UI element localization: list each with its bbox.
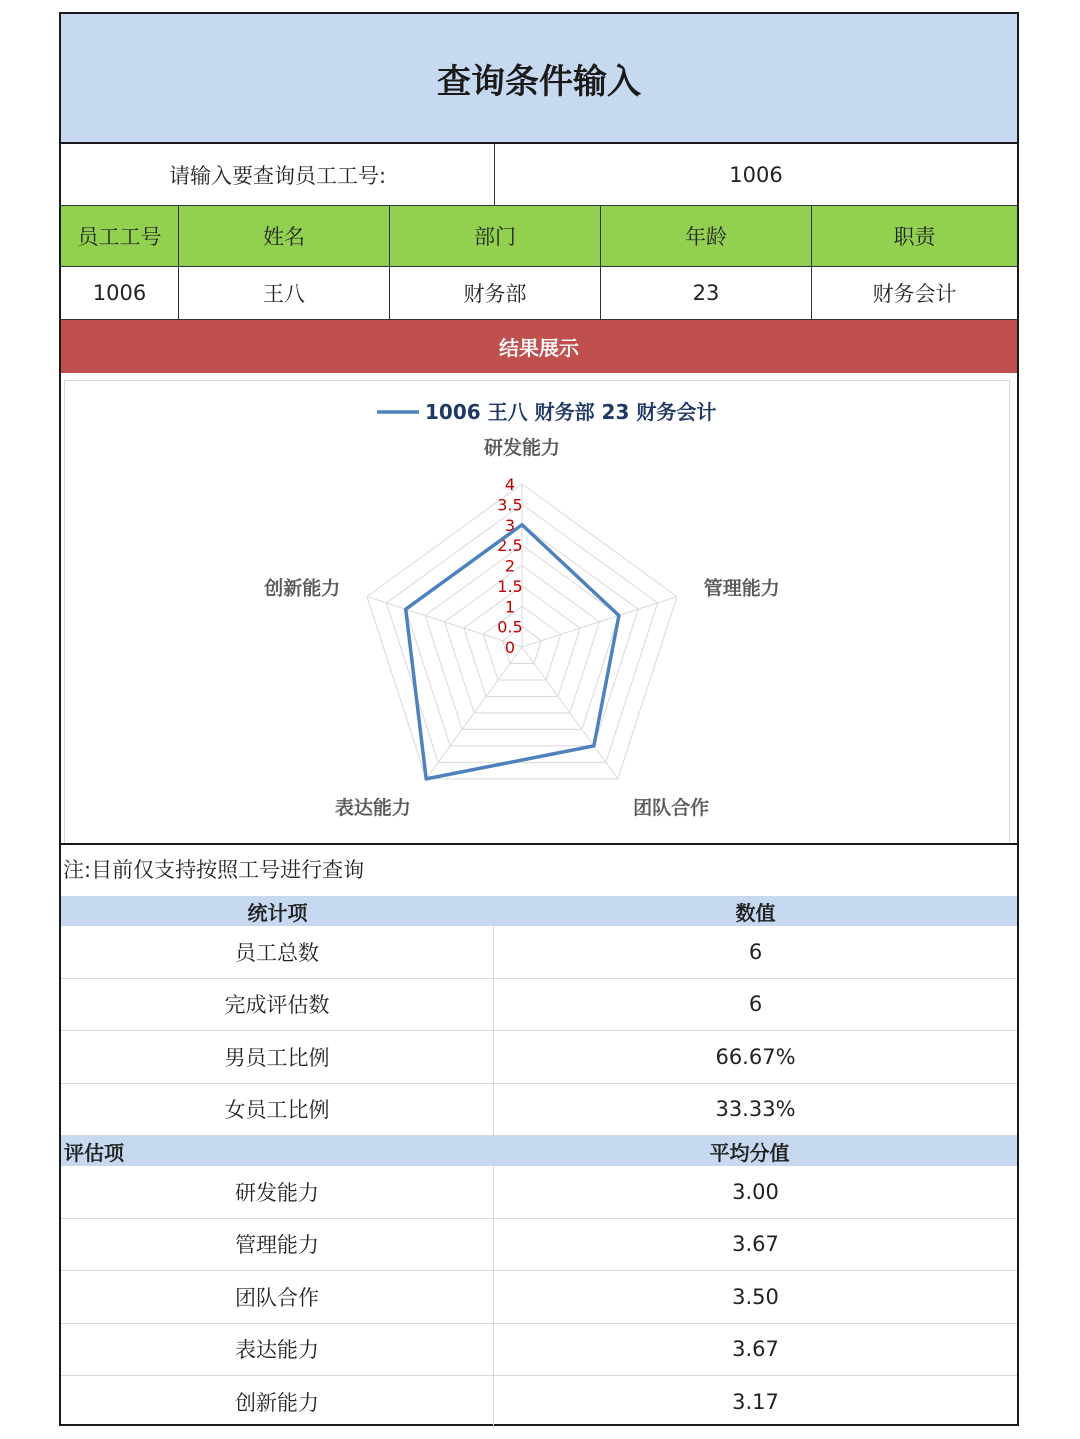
table-row bbox=[61, 1271, 1017, 1324]
eval-header-value: 平均分值 bbox=[709, 1140, 790, 1165]
employee-table-header bbox=[61, 206, 1017, 267]
stats-item: 女员工比例 bbox=[61, 1084, 494, 1136]
cell-age: 23 bbox=[601, 267, 812, 319]
stats-item: 男员工比例 bbox=[61, 1031, 494, 1083]
table-row bbox=[61, 1166, 1017, 1219]
result-banner: 结果展示 bbox=[61, 320, 1017, 373]
header-department: 部门 bbox=[390, 206, 601, 266]
radar-point bbox=[404, 608, 407, 611]
radar-axis-label: 管理能力 bbox=[703, 577, 780, 600]
radar-spoke bbox=[522, 597, 677, 647]
stats-item: 完成评估数 bbox=[61, 979, 494, 1031]
stats-value: 6 bbox=[748, 992, 763, 1017]
table-row bbox=[61, 979, 1017, 1032]
cell-department: 财务部 bbox=[390, 267, 601, 319]
header-employee-id: 员工工号 bbox=[61, 206, 179, 266]
radar-axis-label: 团队合作 bbox=[633, 796, 710, 819]
employee-table-row bbox=[61, 267, 1017, 320]
radar-tick-label: 2.5 bbox=[497, 536, 523, 556]
table-row bbox=[61, 1324, 1017, 1377]
header-name: 姓名 bbox=[179, 206, 390, 266]
radar-tick-label: 3.5 bbox=[497, 495, 523, 515]
eval-item: 创新能力 bbox=[61, 1376, 494, 1429]
header-age: 年龄 bbox=[601, 206, 812, 266]
eval-value: 3.67 bbox=[732, 1337, 779, 1362]
radar-point bbox=[425, 777, 428, 780]
table-row bbox=[61, 926, 1017, 979]
eval-value: 3.17 bbox=[732, 1390, 779, 1415]
eval-item: 团队合作 bbox=[61, 1271, 494, 1323]
stats-value: 6 bbox=[748, 939, 763, 964]
stats-value: 66.67% bbox=[715, 1044, 796, 1069]
stats-table bbox=[61, 896, 1017, 1429]
stats-item: 员工总数 bbox=[61, 926, 494, 978]
radar-tick-label: 4 bbox=[504, 475, 516, 494]
query-row bbox=[61, 144, 1017, 206]
legend-label: 1006 王八 财务部 23 财务会计 bbox=[425, 400, 717, 424]
stats-header-item: 统计项 bbox=[247, 900, 308, 925]
radar-tick-label: 2 bbox=[504, 556, 516, 576]
radar-point bbox=[592, 744, 595, 747]
note-text: 注:目前仅支持按照工号进行查询 bbox=[63, 858, 365, 882]
radar-axis-label: 表达能力 bbox=[334, 796, 411, 819]
table-row bbox=[61, 1084, 1017, 1137]
radar-point bbox=[617, 614, 620, 617]
chart-divider bbox=[61, 843, 1017, 845]
radar-chart bbox=[65, 381, 1009, 843]
eval-item: 研发能力 bbox=[61, 1166, 494, 1218]
eval-value: 3.67 bbox=[732, 1232, 779, 1257]
eval-header-item: 评估项 bbox=[64, 1140, 124, 1165]
query-label: 请输入要查询员工工号: bbox=[61, 144, 495, 205]
radar-point bbox=[521, 523, 524, 526]
cell-name: 王八 bbox=[179, 267, 390, 319]
employee-id-cell[interactable] bbox=[495, 144, 1017, 205]
stats-header bbox=[61, 896, 1017, 926]
radar-axis-label: 创新能力 bbox=[264, 577, 341, 600]
radar-axis-label: 研发能力 bbox=[483, 437, 561, 459]
spreadsheet-sheet bbox=[59, 12, 1019, 1426]
eval-value: 3.00 bbox=[732, 1179, 779, 1204]
table-row bbox=[61, 1219, 1017, 1272]
eval-item: 管理能力 bbox=[61, 1219, 494, 1271]
radar-tick-label: 1 bbox=[504, 597, 516, 617]
radar-chart-area[interactable] bbox=[64, 380, 1010, 844]
eval-value: 3.50 bbox=[732, 1284, 779, 1309]
header-role: 职责 bbox=[893, 225, 936, 249]
employee-id-input[interactable] bbox=[495, 143, 1017, 206]
stats-header-value: 数值 bbox=[735, 900, 776, 925]
table-row bbox=[61, 1031, 1017, 1084]
eval-header bbox=[61, 1136, 1017, 1166]
radar-tick-label: 1.5 bbox=[497, 576, 523, 596]
radar-tick-label: 0 bbox=[504, 638, 516, 657]
page-title: 查询条件输入 bbox=[61, 14, 1017, 144]
stats-value: 33.33% bbox=[715, 1097, 796, 1122]
cell-employee-id: 1006 bbox=[61, 267, 179, 319]
table-row bbox=[61, 1376, 1017, 1429]
cell-role: 财务会计 bbox=[872, 282, 957, 306]
radar-tick-label: 0.5 bbox=[497, 617, 523, 637]
eval-item: 表达能力 bbox=[61, 1324, 494, 1376]
radar-tick-label: 3 bbox=[504, 515, 516, 535]
